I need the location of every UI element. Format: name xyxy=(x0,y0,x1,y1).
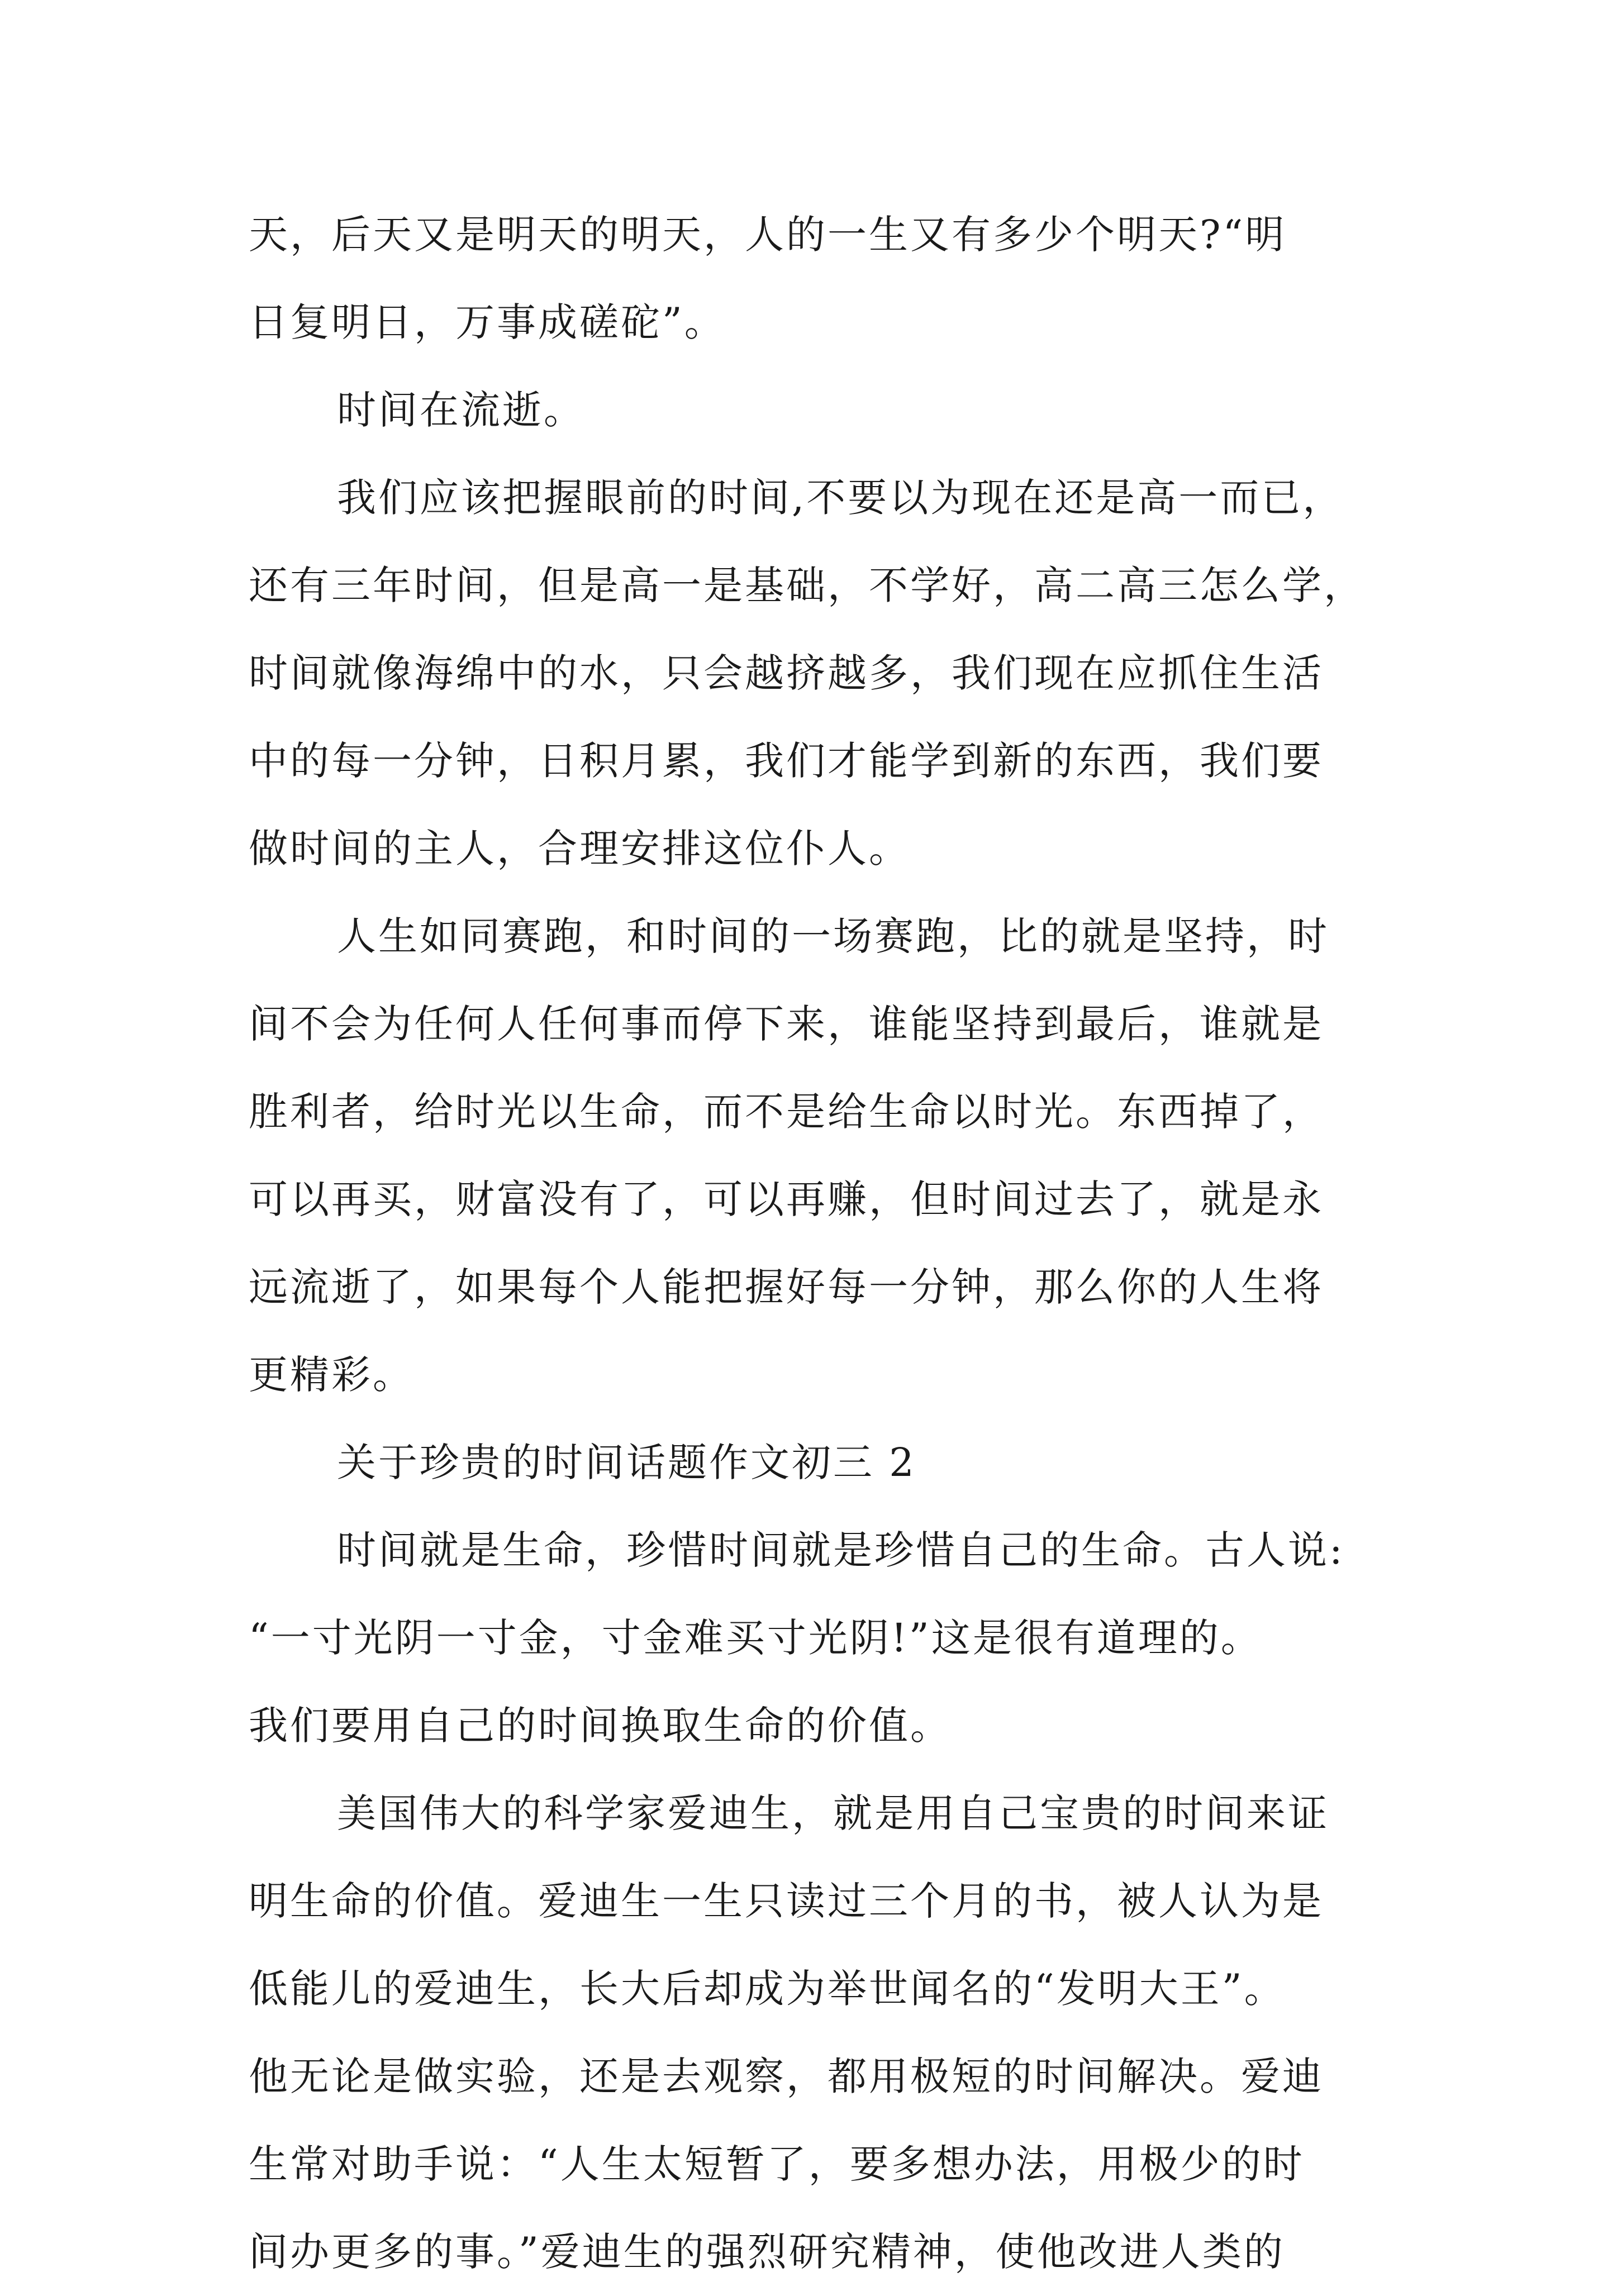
text-line-1: 天，后天又是明天的明天，人的一生又有多少个明天?“明 xyxy=(249,212,1287,258)
text-line-16: 时间就是生命，珍惜时间就是珍惜自己的生命。古人说: xyxy=(337,1527,1345,1573)
text-line-6: 时间就像海绵中的水，只会越挤越多，我们现在应抓住生活 xyxy=(249,650,1324,696)
text-line-20: 明生命的价值。爱迪生一生只读过三个月的书，被人认为是 xyxy=(249,1878,1324,1924)
text-line-2: 日复明日，万事成磋砣”。 xyxy=(249,299,726,345)
section-heading: 关于珍贵的时间话题作文初三 2 xyxy=(337,1440,916,1485)
text-line-4: 我们应该把握眼前的时间,不要以为现在还是高一而已， xyxy=(337,475,1344,521)
text-line-22: 他无论是做实验，还是去观察，都用极短的时间解决。爱迪 xyxy=(249,2054,1324,2099)
document-body xyxy=(249,191,1377,2296)
text-line-5: 还有三年时间，但是高一是基础，不学好，高二高三怎么学， xyxy=(249,563,1365,608)
text-line-8: 做时间的主人，合理安排这位仆人。 xyxy=(249,826,910,871)
text-line-3: 时间在流逝。 xyxy=(337,387,585,433)
text-line-19: 美国伟大的科学家爱迪生，就是用自己宝贵的时间来证 xyxy=(337,1790,1329,1836)
text-line-10: 间不会为任何人任何事而停下来，谁能坚持到最后，谁就是 xyxy=(249,1001,1324,1047)
text-line-7: 中的每一分钟，日积月累，我们才能学到新的东西，我们要 xyxy=(249,738,1324,784)
text-line-24: 间办更多的事。”爱迪生的强烈研究精神，使他改进人类的 xyxy=(249,2229,1285,2275)
text-line-12: 可以再买，财富没有了，可以再赚，但时间过去了，就是永 xyxy=(249,1176,1324,1222)
text-line-9: 人生如同赛跑，和时间的一场赛跑，比的就是坚持，时 xyxy=(337,913,1329,959)
text-line-17: “一寸光阴一寸金，寸金难买寸光阴!”这是很有道理的。 xyxy=(249,1615,1262,1661)
text-line-14: 更精彩。 xyxy=(249,1352,414,1398)
text-line-13: 远流逝了，如果每个人能把握好每一分钟，那么你的人生将 xyxy=(249,1264,1324,1310)
text-line-21: 低能儿的爱迪生，长大后却成为举世闻名的“发明大王”。 xyxy=(249,1966,1286,2012)
text-line-23: 生常对助手说：“人生太短暂了，要多想办法，用极少的时 xyxy=(249,2141,1305,2187)
text-line-11: 胜利者，给时光以生命，而不是给生命以时光。东西掉了， xyxy=(249,1089,1324,1135)
text-line-18: 我们要用自己的时间换取生命的价值。 xyxy=(249,1703,952,1749)
